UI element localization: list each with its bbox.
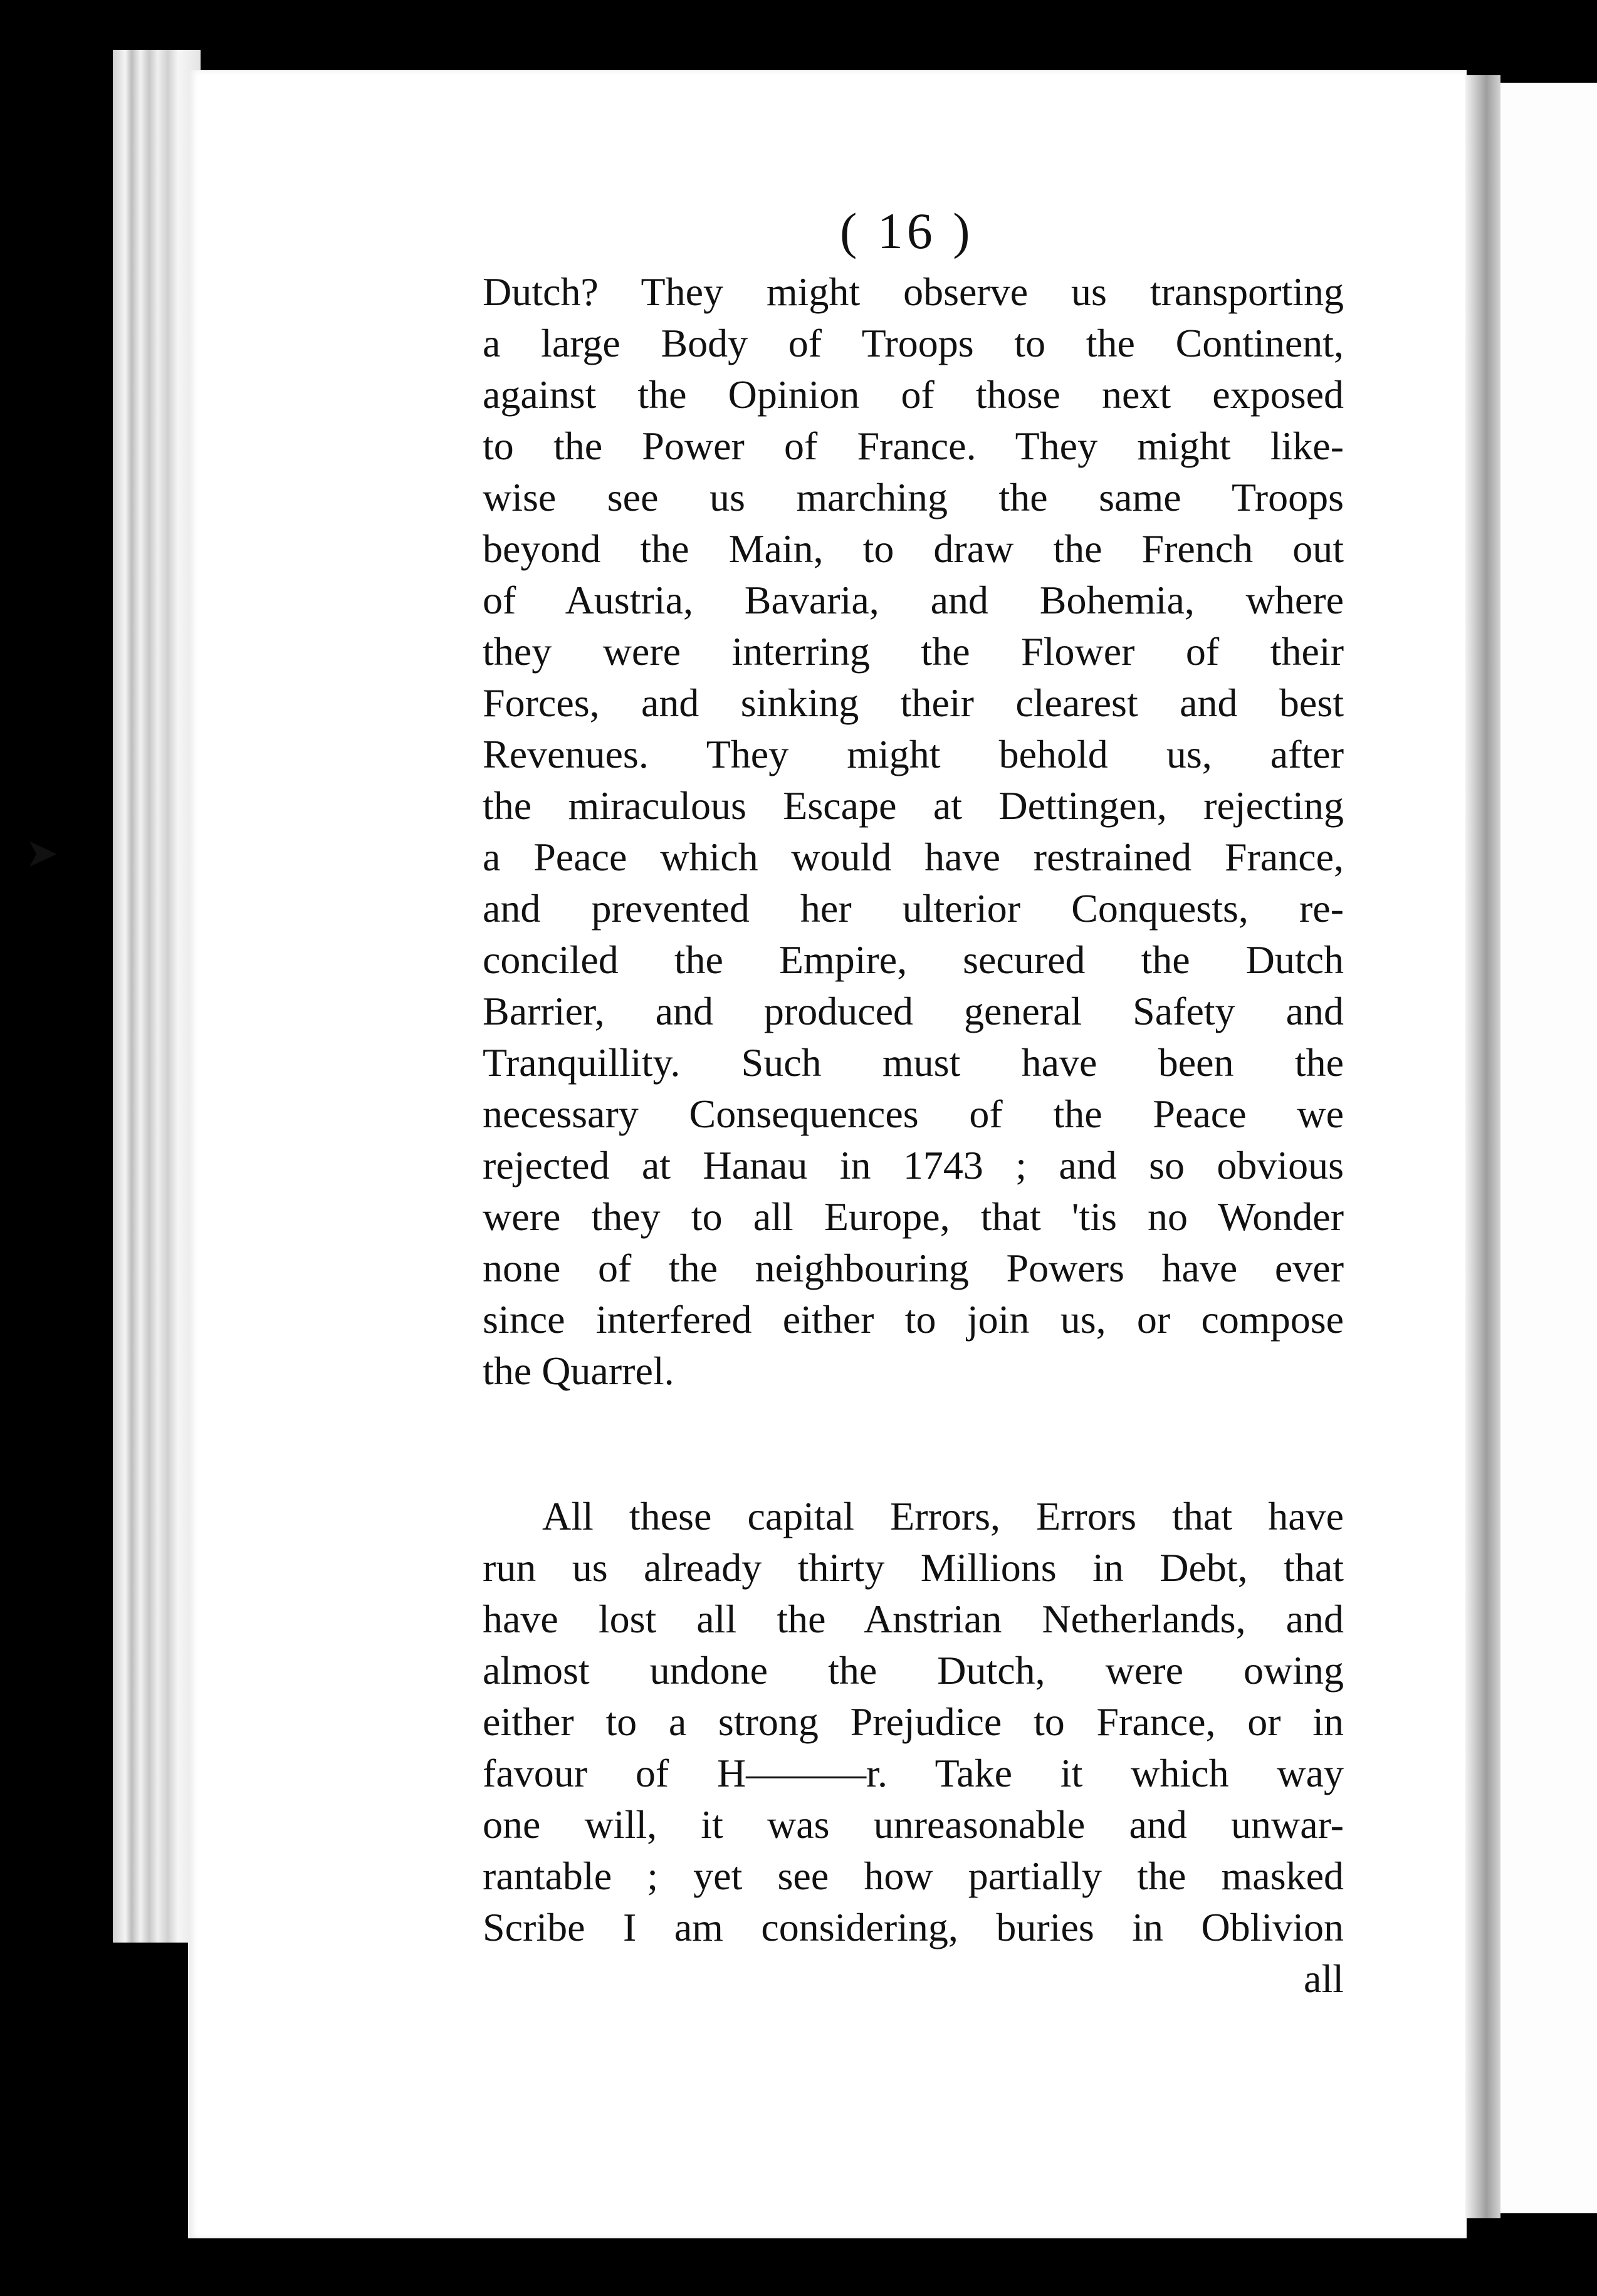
paragraph-1	[483, 266, 1344, 1397]
text-line: a large Body of Troops to the Continent,	[483, 321, 1344, 365]
text-line: the Quarrel.	[483, 1349, 674, 1393]
text-line: rantable ; yet see how partially the masked	[483, 1854, 1344, 1898]
text-line: Tranquillity. Such must have been the	[483, 1040, 1344, 1085]
page-edges	[113, 50, 201, 1943]
text-line: Scribe I am considering, buries in Oblivion	[483, 1905, 1344, 1949]
text-line: beyond the Main, to draw the French out	[483, 526, 1344, 571]
text-line: a Peace which would have restrained France,	[483, 835, 1344, 879]
catchword: all	[1304, 1956, 1344, 2001]
text-line: the miraculous Escape at Dettingen, rejecting	[483, 783, 1344, 828]
page-number: ( 16 )	[840, 202, 974, 259]
paragraph-gap	[483, 1397, 1344, 1491]
body-text	[483, 266, 1344, 2005]
text-line: to the Power of France. They might like-	[483, 424, 1344, 468]
text-line: and prevented her ulterior Conquests, re-	[483, 886, 1344, 931]
text-line: almost undone the Dutch, were owing	[483, 1648, 1344, 1693]
text-line: Dutch? They might observe us transporting	[483, 269, 1344, 314]
text-line: Forces, and sinking their clearest and best	[483, 681, 1344, 725]
text-line: wise see us marching the same Troops	[483, 475, 1344, 519]
text-line: Revenues. They might behold us, after	[483, 732, 1344, 776]
text-line: either to a strong Prejudice to France, or in	[483, 1699, 1344, 1744]
text-line: have lost all the Anstrian Netherlands, and	[483, 1597, 1344, 1641]
ink-speck-mark: ➤	[25, 831, 59, 875]
text-line: since interfered either to join us, or compose	[483, 1297, 1344, 1342]
text-line: of Austria, Bavaria, and Bohemia, where	[483, 578, 1344, 622]
paragraph-2	[483, 1491, 1344, 1953]
text-line: necessary Consequences of the Peace we	[483, 1092, 1344, 1136]
text-line: run us already thirty Millions in Debt, that	[483, 1545, 1344, 1590]
text-line: Barrier, and produced general Safety and	[483, 989, 1344, 1033]
text-line: were they to all Europe, that 'tis no Wonder	[483, 1194, 1344, 1239]
text-line: rejected at Hanau in 1743 ; and so obvious	[483, 1143, 1344, 1187]
text-line: All these capital Errors, Errors that have	[542, 1494, 1344, 1538]
facing-page	[1500, 83, 1597, 2213]
text-line: none of the neighbouring Powers have ever	[483, 1246, 1344, 1290]
text-line: one will, it was unreasonable and unwar-	[483, 1802, 1344, 1847]
text-line: favour of H———r. Take it which way	[483, 1751, 1344, 1795]
text-line: against the Opinion of those next exposed	[483, 372, 1344, 417]
text-line: conciled the Empire, secured the Dutch	[483, 937, 1344, 982]
book-gutter	[1465, 75, 1500, 2218]
text-line: they were interring the Flower of their	[483, 629, 1344, 674]
